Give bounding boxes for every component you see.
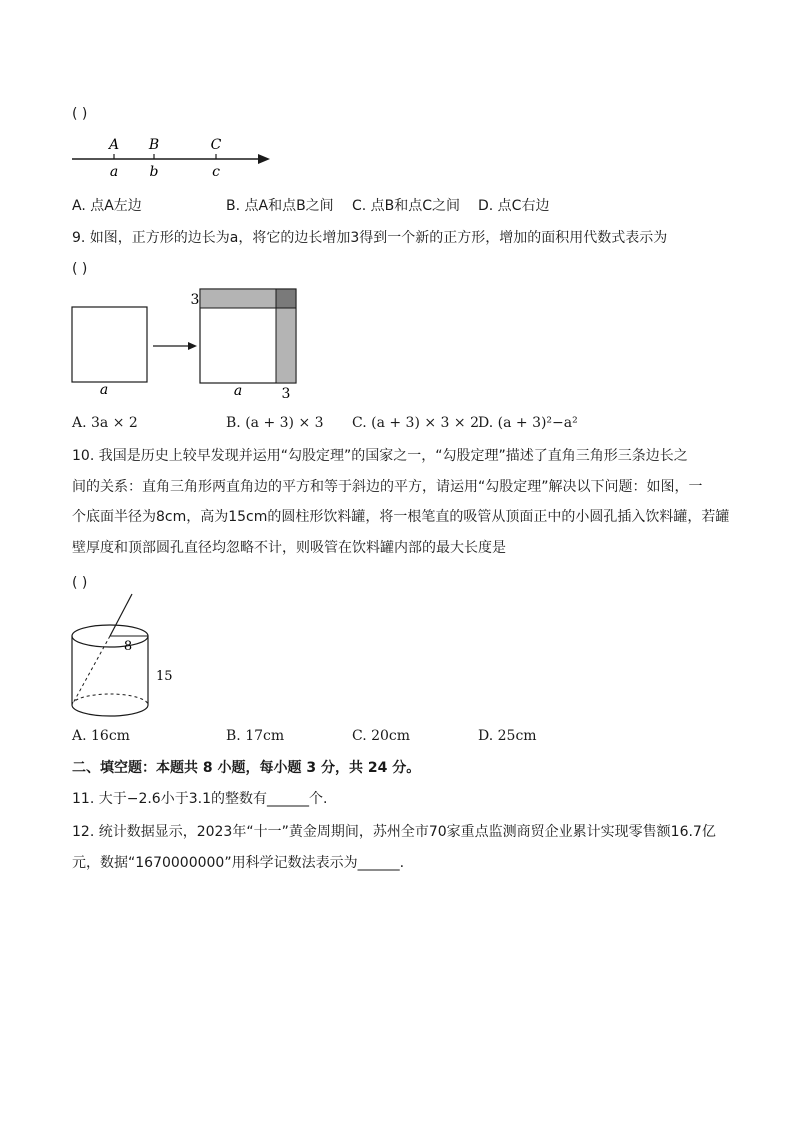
q9-stem: 9. 如图，正方形的边长为a，将它的边长增加3得到一个新的正方形，增加的面积用代数式表示为 [72,230,668,246]
radius-label: 8 [123,639,133,654]
cylinder-bottom-back [72,694,148,705]
original-square [72,307,147,382]
transform-arrow-icon [188,342,197,350]
q9-option-c: C. (a + 3) × 3 × 2 [352,415,479,431]
q12-stem-line-2: 元，数据“1670000000”用科学记数法表示为______. [72,855,405,871]
top-strip-label: 3 [190,292,200,308]
enlarged-side-label: a [233,383,243,399]
height-label: 15 [156,669,173,684]
right-strip [276,308,296,383]
q10-answer-paren: ( ) [72,575,88,591]
q8-answer-paren: ( ) [72,106,88,122]
q10-stem-line-1: 10. 我国是历史上较早发现并运用“勾股定理”的国家之一，“勾股定理”描述了直角三角形三条边长之 [72,448,688,464]
value-label-a: a [109,164,119,180]
q9-option-b: B. (a + 3) × 3 [226,415,324,431]
right-strip-label: 3 [281,386,291,402]
q8-option-b: B. 点A和点B之间 [226,198,334,214]
q10-option-d: D. 25cm [478,728,537,744]
q11-stem: 11. 大于−2.6小于3.1的整数有______个. [72,791,328,807]
q8-option-c: C. 点B和点C之间 [352,198,461,214]
q8-number-line-figure [68,132,278,182]
q10-stem-line-2: 间的关系：直角三角形两直角边的平方和等于斜边的平方，请运用“勾股定理”解决以下问题：如图，一 [72,479,703,495]
q8-option-a: A. 点A左边 [72,198,142,214]
q10-option-a: A. 16cm [72,728,130,744]
q10-cylinder-figure [66,590,186,722]
value-label-c: c [212,164,220,180]
q12-stem-line-1: 12. 统计数据显示，2023年“十一”黄金周期间，苏州全市70家重点监测商贸企业累计实现零售额16.7亿 [72,824,716,840]
q10-stem-line-4: 壁厚度和顶部圆孔直径均忽略不计，则吸管在饮料罐内部的最大长度是 [72,540,506,556]
q10-option-c: C. 20cm [352,728,411,744]
number-line-arrow-icon [258,154,270,164]
q10-option-b: B. 17cm [226,728,285,744]
value-label-b: b [149,164,159,180]
corner-square [276,289,296,308]
q9-answer-paren: ( ) [72,261,88,277]
point-label-C: C [210,137,222,153]
original-side-label: a [99,382,109,398]
section-2-heading: 二、填空题：本题共 8 小题，每小题 3 分，共 24 分。 [72,760,421,776]
q9-square-figure [66,284,306,402]
straw-outside [110,594,132,636]
cylinder-bottom-front [72,705,148,716]
top-strip [200,289,276,308]
q8-option-d: D. 点C右边 [478,198,550,214]
q9-option-d: D. (a + 3)²−a² [478,415,578,431]
point-label-A: A [108,137,120,153]
point-label-B: B [148,137,160,153]
q9-option-a: A. 3a × 2 [72,415,138,431]
q10-stem-line-3: 个底面半径为8cm，高为15cm的圆柱形饮料罐，将一根笔直的吸管从顶面正中的小圆孔插入饮料罐，若罐 [72,509,730,525]
